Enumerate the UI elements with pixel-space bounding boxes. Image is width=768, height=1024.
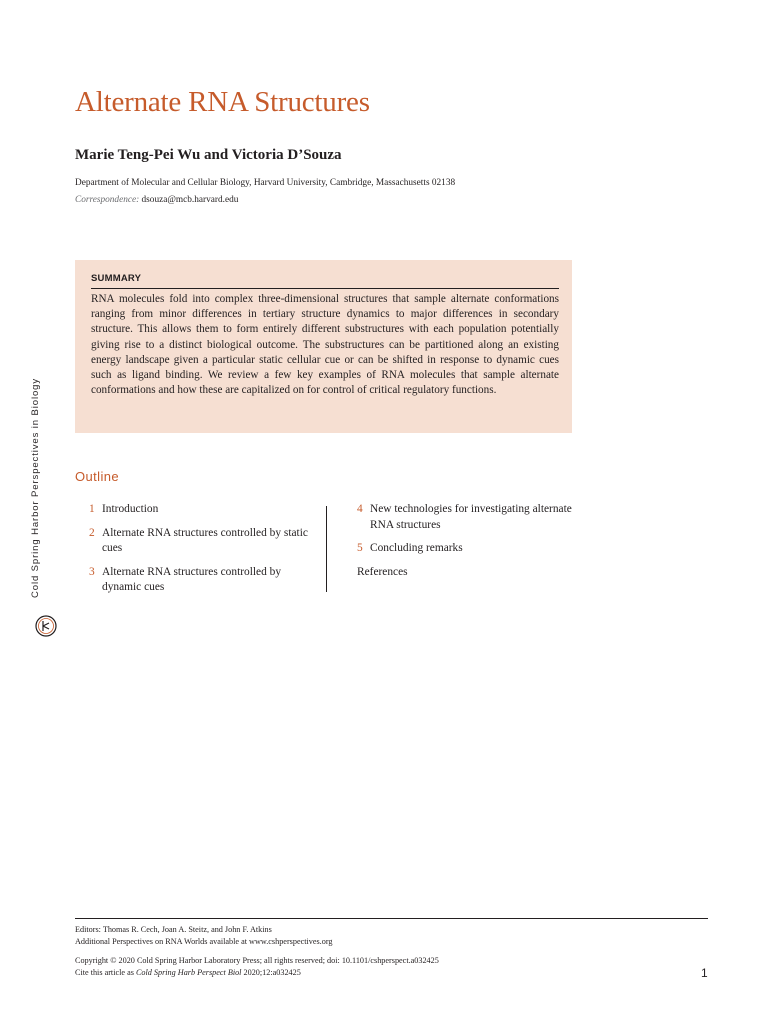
outline-item-label: Alternate RNA structures controlled by dynamic cues — [102, 565, 282, 593]
correspondence-email[interactable]: dsouza@mcb.harvard.edu — [141, 195, 239, 205]
page-number: 1 — [701, 966, 708, 980]
footer-additional-perspectives: Additional Perspectives on RNA Worlds available at www.cshperspectives.org — [75, 937, 333, 946]
outline-divider — [326, 506, 327, 592]
outline-column-left — [89, 502, 314, 604]
outline-column-right — [357, 502, 597, 588]
journal-side-label: Cold Spring Harbor Perspectives in Biology — [30, 378, 41, 598]
outline-item[interactable] — [89, 526, 314, 557]
footer-citation — [75, 968, 301, 977]
author-affiliation: Department of Molecular and Cellular Biology, Harvard University, Cambridge, Massachusetts 02138 — [75, 178, 456, 188]
outline-item-number: 1 — [89, 503, 95, 515]
summary-box — [75, 260, 572, 433]
summary-text: RNA molecules fold into complex three-dimensional structures that sample alternate conformations ranging from minor differences in tertiary structure dynamics to major differences in secondary structure. This allows them to form entirely different substructures with each population potentially giving rise to a distinct biological outcome. The substructures can be partitioned along an existing energy landscape given a particular static cellular cue or can be shifted in response to dynamic cues such as ligand binding. We review a few key examples of RNA molecules that sample alternate conformations and how these are capitalized on for control of critical regulatory functions. — [91, 293, 559, 397]
footer-copyright: Copyright © 2020 Cold Spring Harbor Laboratory Press; all rights reserved; doi: 10.1101/cshperspect.a032425 — [75, 956, 439, 965]
outline-item-number: 4 — [357, 503, 363, 515]
summary-heading: SUMMARY — [91, 273, 142, 284]
footer-divider — [75, 918, 708, 919]
outline-item[interactable] — [89, 502, 314, 518]
outline-item-number: 3 — [89, 565, 95, 578]
article-authors: Marie Teng-Pei Wu and Victoria D’Souza — [75, 147, 342, 163]
citation-journal: Cold Spring Harb Perspect Biol — [135, 968, 242, 977]
article-title: Alternate RNA Structures — [75, 86, 370, 118]
footer-editors: Editors: Thomas R. Cech, Joan A. Steitz, and John F. Atkins — [75, 925, 272, 934]
outline-item[interactable] — [89, 565, 314, 596]
outline-item-references[interactable] — [357, 565, 597, 581]
summary-divider — [91, 288, 559, 289]
outline-item-label: Alternate RNA structures controlled by static cues — [102, 526, 308, 554]
outline-item-number: 5 — [357, 542, 363, 554]
outline-item-label: Concluding remarks — [370, 542, 463, 554]
outline-heading: Outline — [75, 469, 119, 484]
outline-item-label: New technologies for investigating alternate RNA structures — [370, 503, 572, 531]
outline-item-label: References — [357, 565, 408, 578]
cshl-logo-icon — [34, 609, 58, 643]
citation-prefix: Cite this article as — [75, 968, 136, 977]
outline-item-label: Introduction — [102, 503, 159, 515]
outline-item[interactable] — [357, 502, 597, 533]
outline-item-number: 2 — [89, 526, 95, 539]
citation-suffix: 2020;12:a032425 — [241, 968, 301, 977]
correspondence-line — [75, 195, 238, 205]
correspondence-label: Correspondence: — [75, 195, 140, 205]
outline-item[interactable] — [357, 541, 597, 557]
